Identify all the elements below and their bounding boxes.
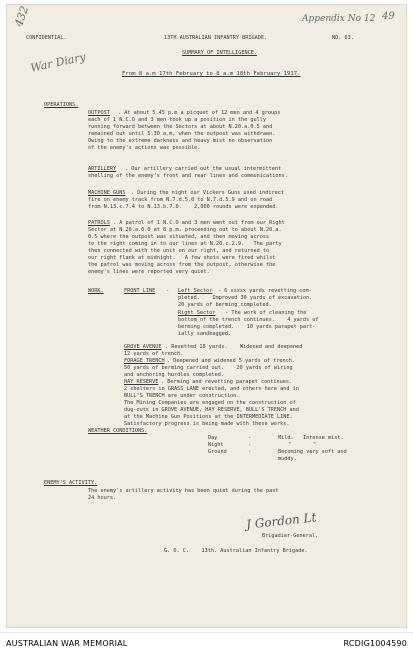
- right-sector-label: Right Sector: [178, 310, 216, 316]
- enemy-activity-line: The enemy's artillery activity has been quiet during the past: [88, 488, 279, 494]
- work-label: WORK.: [88, 288, 104, 294]
- weather-value: " ": [288, 442, 317, 448]
- patrols-line: the patrol was moving across from the outpost, otherwise the: [88, 262, 276, 268]
- patrols-line: our right flank at midnight. A few shots were fired whilst: [88, 255, 276, 261]
- machine-guns-label: MACHINE GUNS: [88, 190, 126, 196]
- right-sector-line: ially sandbagged.: [178, 331, 232, 337]
- forage-trench-line: 50 yards of berming carried out. 20 yards of wiring: [124, 365, 293, 371]
- patrols-line: then connected with the unit on our right, and returned to: [88, 248, 270, 254]
- footer-institution: AUSTRALIAN WAR MEMORIAL: [6, 639, 128, 648]
- forage-trench-line: and anchoring hurdles completed.: [124, 372, 224, 378]
- hay-reserve-line: dug-outs in GROVE AVENUE, HAY RESERVE, BULL'S TRENCH and: [124, 407, 299, 413]
- outpost-line: remained out until 5.30 a.m, when the outpost was withdrawn.: [88, 131, 276, 137]
- forage-trench-label: FORAGE TRENCH: [124, 358, 165, 364]
- handwritten-folio-left: 432: [12, 4, 32, 29]
- summary-title: SUMMARY OF INTELLIGENCE.: [182, 50, 257, 56]
- forage-trench-line: . Deepened and widened 5 yards of trench.: [167, 358, 296, 364]
- weather-continuation: muddy.: [278, 456, 297, 462]
- handwritten-signature: J Gordon Lt: [245, 510, 317, 532]
- handwritten-folio-right: 49: [382, 11, 395, 22]
- weather-value: Becoming very soft and: [278, 449, 347, 455]
- handwritten-appendix: Appendix No 12: [302, 14, 376, 24]
- weather-value: Mild. Intense mist.: [278, 435, 344, 441]
- period-line: From 8 a.m 17th February to 8 a.m 18th February 1917.: [122, 71, 301, 77]
- hay-reserve-line: 2 shelters in GRASS LANE erected, and others here and in: [124, 386, 299, 392]
- archive-footer: [0, 632, 413, 655]
- weather-period: Night: [208, 442, 224, 448]
- artillery-line: shelling of the enemy's front and rear lines and communications.: [88, 173, 288, 179]
- enemy-activity-line: 24 hours.: [88, 495, 117, 501]
- artillery-line: . Our artillery carried out the usual intermittent: [125, 166, 282, 172]
- hay-reserve-line: . Berming and revetting parapet continues.: [161, 379, 293, 385]
- work-dash: -: [166, 288, 170, 294]
- outpost-line: Owing to the extreme darkness and heavy mist no observation: [88, 138, 273, 144]
- outpost-label: OUTPOST: [88, 110, 110, 116]
- right-sector-line: bottom of the trench continues. 4 yards of: [178, 317, 319, 323]
- right-sector-line: berming completed. 10 yards parapet part-: [178, 324, 316, 330]
- enemy-activity-label: ENEMY'S ACTIVITY.: [44, 480, 98, 486]
- signature-unit: G. O. C. 13th. Australian Infantry Brigade.: [164, 548, 308, 554]
- weather-label: WEATHER CONDITIONS.: [88, 428, 148, 434]
- confidential-label: CONFIDENTIAL.: [26, 35, 67, 41]
- machine-guns-line: from N.13.c.7.4 to N.13.b.7.0. 2,000 rounds were expended.: [88, 204, 279, 210]
- hay-reserve-line: at the Machine Gun Positions at the INTERMEDIATE LINE.: [124, 414, 293, 420]
- patrols-line: Sector at N.20.a.0.0 at 8 p.m, proceeding out to about N.20.a.: [88, 227, 282, 233]
- weather-dash: -: [248, 435, 252, 441]
- patrols-line: 0.5 where the outpost was situated, and then moving across: [88, 234, 270, 240]
- grove-avenue-line: 12 yards of trench.: [124, 351, 184, 357]
- left-sector-label: Left Sector: [178, 288, 213, 294]
- patrols-line: enemy's lines were reported very quiet.: [88, 269, 210, 275]
- weather-period: Day: [208, 435, 218, 441]
- hay-reserve-line: The Mining Companies are engaged on the construction of: [124, 400, 296, 406]
- weather-dash: -: [248, 442, 252, 448]
- footer-reference-id: RCDIG1004590: [343, 639, 407, 648]
- patrols-line: . A patrol of 1 N.C.O and 3 men went out from our Right: [113, 220, 285, 226]
- hay-reserve-line: BULL'S TRENCH are under construction.: [124, 393, 240, 399]
- hay-reserve-line: Satisfactory progress is being made with these works.: [124, 421, 290, 427]
- document-page: [6, 4, 407, 628]
- machine-guns-line: . During the night our Vickers Guns used indirect: [131, 190, 285, 196]
- machine-guns-line: fire on enemy track from N.7.d.5.0 to N.7.d.5.9 and on road: [88, 197, 273, 203]
- signature-title: Brigadier-General,: [262, 533, 319, 539]
- outpost-line: of the enemy's actions was possible.: [88, 145, 201, 151]
- grove-avenue-label: GROVE AVENUE: [124, 344, 162, 350]
- hay-reserve-label: HAY RESERVE: [124, 379, 159, 385]
- left-sector-line: - 6 xxxxx yards revetting com-: [218, 288, 312, 294]
- patrols-line: to the right coming in to our lines at N.20.c.2.9. The party: [88, 241, 282, 247]
- right-sector-line: - The work of cleaning the: [222, 310, 307, 316]
- operations-heading: OPERATIONS.: [44, 102, 79, 108]
- grove-avenue-line: . Revetted 18 yards. Widened and deepened: [165, 344, 303, 350]
- front-line-label: FRONT LINE: [124, 288, 156, 294]
- document-number: NO. 63.: [332, 35, 354, 41]
- brigade-title: 13TH AUSTRALIAN INFANTRY BRIGADE.: [164, 35, 268, 41]
- outpost-line: . At about 5.45 p.m a picquet of 12 men and 4 groups: [118, 110, 281, 116]
- outpost-line: running forward between the Sectors at about N.20.a.0.5 and: [88, 124, 273, 130]
- weather-period: Ground: [208, 449, 227, 455]
- left-sector-line: pleted. Improved 30 yards of excavation.: [178, 295, 313, 301]
- left-sector-line: 20 yards of berming completed.: [178, 302, 272, 308]
- artillery-label: ARTILLERY: [88, 166, 117, 172]
- handwritten-war-diary: War Diary: [29, 50, 87, 75]
- patrols-label: PATROLS: [88, 220, 110, 226]
- weather-dash: -: [248, 449, 252, 455]
- outpost-line: each of 1 N.C.O and 3 men took up a position in the gully: [88, 117, 267, 123]
